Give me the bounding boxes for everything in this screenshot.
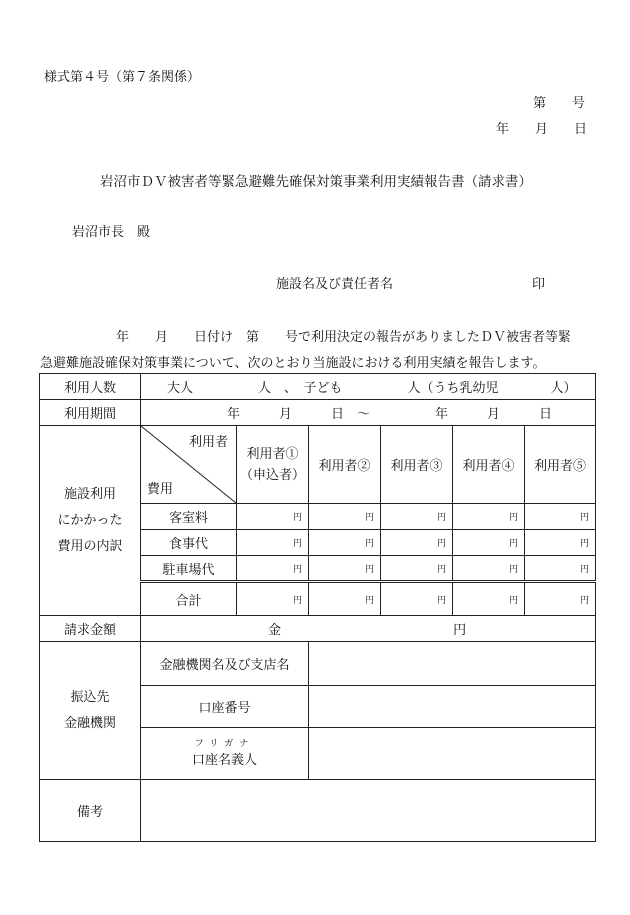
bank-label-line2: 金融機関 [63, 715, 116, 731]
cost-cell[interactable]: 円 [453, 556, 525, 582]
bank-name-row [40, 642, 596, 686]
cost-cell[interactable]: 円 [525, 504, 596, 530]
user-header-5: 利用者⑤ [525, 426, 596, 504]
cost-header-row [40, 426, 596, 504]
cost-cell[interactable]: 円 [309, 504, 381, 530]
bank-section-label [40, 642, 141, 780]
body-text-line2: 急避難施設確保対策事業について、次のとおり当施設における利用実績を報告します。 [40, 356, 546, 371]
report-table [39, 373, 596, 842]
user-header-1 [237, 426, 309, 504]
remarks-row [40, 780, 596, 842]
claim-row [40, 616, 596, 642]
seal-mark: 印 [532, 277, 546, 292]
total-cell[interactable]: 円 [237, 582, 309, 616]
cost-label-line3: 費用の内訳 [57, 538, 123, 554]
addressee: 岩沼市長 殿 [72, 225, 151, 240]
remarks-label: 備考 [40, 780, 141, 842]
remarks-field[interactable] [141, 780, 596, 842]
user-header-1-name: 利用者① [246, 446, 299, 462]
cost-cell[interactable]: 円 [381, 530, 453, 556]
total-cell[interactable]: 円 [525, 582, 596, 616]
bank-name-field[interactable] [309, 642, 596, 686]
total-cell[interactable]: 円 [381, 582, 453, 616]
claim-kin: 金 [268, 623, 282, 638]
cost-label-line1: 施設利用 [63, 486, 116, 502]
claim-yen: 円 [453, 623, 467, 638]
cost-cell[interactable]: 円 [525, 530, 596, 556]
holder-furigana: フリガナ [194, 739, 255, 749]
form-number: 様式第４号（第７条関係） [44, 70, 201, 85]
claim-amount-field[interactable] [141, 616, 596, 642]
cost-cell[interactable]: 円 [381, 556, 453, 582]
bank-label-line1: 振込先 [70, 689, 110, 705]
cost-cell[interactable]: 円 [525, 556, 596, 582]
total-cell[interactable]: 円 [309, 582, 381, 616]
user-header-1-note: （申込者） [239, 467, 305, 483]
cost-cell[interactable]: 円 [237, 556, 309, 582]
document-date: 年 月 日 [496, 122, 588, 137]
period-row [40, 400, 596, 426]
cost-section-label [40, 426, 141, 616]
account-number-field[interactable] [309, 686, 596, 728]
period-field[interactable]: 年 月 日 ～ 年 月 日 [141, 400, 596, 426]
cost-cell[interactable]: 円 [381, 504, 453, 530]
users-count-row [40, 374, 596, 400]
page-title: 岩沼市ＤＶ被害者等緊急避難先確保対策事業利用実績報告書（請求書） [100, 174, 532, 190]
cost-cell[interactable]: 円 [453, 530, 525, 556]
cost-label-line2: にかかった [57, 512, 123, 528]
account-holder-field[interactable] [309, 728, 596, 780]
account-holder-label [141, 728, 309, 780]
user-header-2: 利用者② [309, 426, 381, 504]
facility-label: 施設名及び責任者名 [276, 277, 394, 292]
users-count-field[interactable]: 大人 人 、 子ども 人（うち乳幼児 人） [141, 374, 596, 400]
cost-cell[interactable]: 円 [309, 530, 381, 556]
period-label: 利用期間 [40, 400, 141, 426]
holder-label-text: 口座名義人 [191, 753, 257, 768]
cost-row-label: 客室料 [141, 504, 237, 530]
corner-label-user: 利用者 [188, 435, 228, 450]
cost-cell[interactable]: 円 [237, 530, 309, 556]
diagonal-header-cell [141, 426, 237, 504]
total-cell[interactable]: 円 [453, 582, 525, 616]
body-text-line1: 年 月 日付け 第 号で利用決定の報告がありましたＤＶ被害者等緊 [116, 330, 572, 345]
claim-label: 請求金額 [40, 616, 141, 642]
cost-row-label: 食事代 [141, 530, 237, 556]
document-number: 第 号 [533, 96, 586, 111]
corner-label-cost: 費用 [147, 482, 174, 497]
cost-cell[interactable]: 円 [309, 556, 381, 582]
cost-row-label: 駐車場代 [141, 556, 237, 582]
bank-name-label: 金融機関名及び支店名 [141, 642, 309, 686]
cost-cell[interactable]: 円 [453, 504, 525, 530]
user-header-3: 利用者③ [381, 426, 453, 504]
users-count-label: 利用人数 [40, 374, 141, 400]
user-header-4: 利用者④ [453, 426, 525, 504]
total-label: 合計 [141, 582, 237, 616]
account-number-label: 口座番号 [141, 686, 309, 728]
cost-cell[interactable]: 円 [237, 504, 309, 530]
